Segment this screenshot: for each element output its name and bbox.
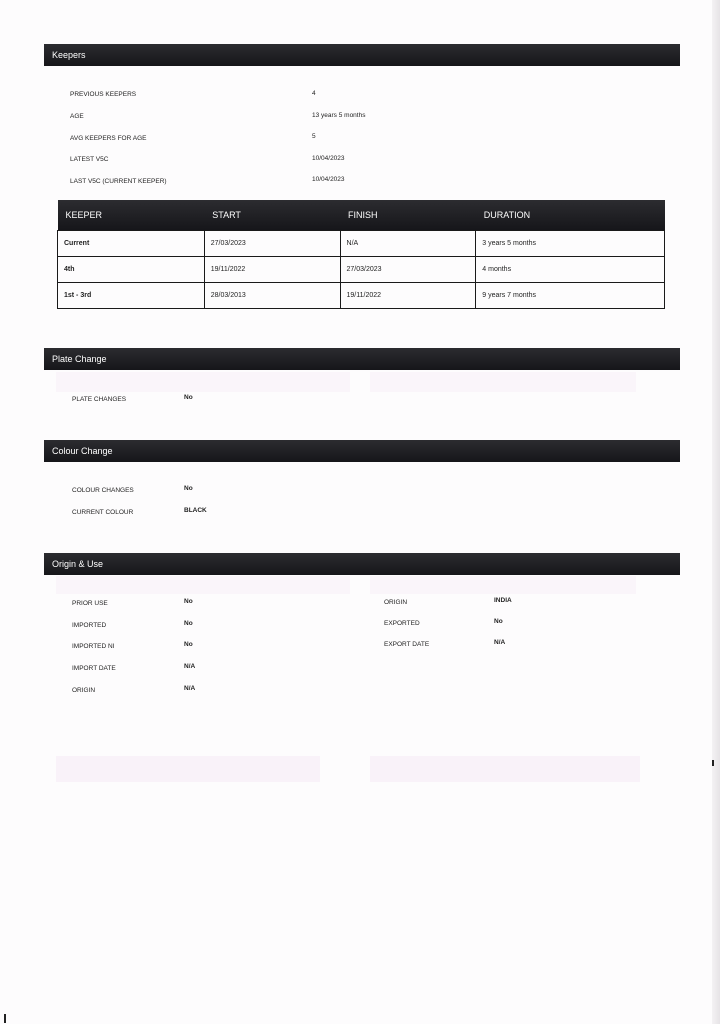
finish-cell: N/A (340, 230, 476, 256)
plate-change-section-header (44, 348, 680, 370)
duration-cell: 4 months (476, 256, 665, 282)
finish-cell: 19/11/2022 (340, 282, 476, 308)
table-row (58, 282, 665, 308)
colour-changes-value: No (184, 485, 193, 492)
age-label: AGE (70, 113, 84, 120)
show-through-mark (56, 756, 320, 782)
last-v5c-value: 10/04/2023 (312, 176, 345, 183)
column-header-finish: FINISH (340, 200, 476, 230)
plate-changes-label: PLATE CHANGES (72, 396, 127, 403)
start-cell: 19/11/2022 (204, 256, 340, 282)
show-through-mark (56, 372, 350, 392)
exported-label: EXPORTED (384, 620, 420, 627)
start-cell: 27/03/2023 (204, 230, 340, 256)
origin-left-value: N/A (184, 685, 196, 692)
export-date-label: EXPORT DATE (384, 641, 430, 648)
keepers-section-header (44, 44, 680, 66)
table-header-row (58, 200, 665, 230)
scan-mark (712, 760, 714, 766)
last-v5c-label: LAST V5C (CURRENT KEEPER) (70, 178, 167, 185)
duration-cell: 3 years 5 months (476, 230, 665, 256)
section-title: Plate Change (52, 354, 107, 364)
column-header-duration: DURATION (476, 200, 665, 230)
section-title: Colour Change (52, 446, 113, 456)
show-through-mark (370, 372, 636, 392)
show-through-mark (56, 576, 350, 594)
show-through-mark (370, 756, 640, 782)
page-edge (712, 0, 720, 1024)
colour-changes-label: COLOUR CHANGES (72, 487, 134, 494)
previous-keepers-label: PREVIOUS KEEPERS (70, 91, 137, 98)
column-header-start: START (204, 200, 340, 230)
latest-v5c-value: 10/04/2023 (312, 155, 345, 162)
avg-keepers-value: 5 (312, 133, 316, 140)
imported-ni-label: IMPORTED NI (72, 643, 115, 650)
export-date-value: N/A (494, 639, 506, 646)
exported-value: No (494, 618, 503, 625)
start-cell: 28/03/2013 (204, 282, 340, 308)
colour-change-section-header (44, 440, 680, 462)
show-through-mark (370, 576, 636, 594)
latest-v5c-label: LATEST V5C (70, 156, 109, 163)
prior-use-value: No (184, 598, 193, 605)
prior-use-label: PRIOR USE (72, 600, 108, 607)
imported-ni-value: No (184, 641, 193, 648)
keeper-cell: 1st - 3rd (58, 282, 205, 308)
column-header-keeper: KEEPER (58, 200, 205, 230)
finish-cell: 27/03/2023 (340, 256, 476, 282)
duration-cell: 9 years 7 months (476, 282, 665, 308)
current-colour-label: CURRENT COLOUR (72, 509, 134, 516)
section-title: Origin & Use (52, 559, 104, 569)
origin-use-section-header (44, 553, 680, 575)
previous-keepers-value: 4 (312, 90, 316, 97)
table-row (58, 230, 665, 256)
import-date-value: N/A (184, 663, 196, 670)
section-title: Keepers (52, 50, 86, 60)
avg-keepers-label: AVG KEEPERS FOR AGE (70, 135, 147, 142)
imported-label: IMPORTED (72, 622, 107, 629)
table-row (58, 256, 665, 282)
keepers-table (57, 200, 665, 309)
origin-right-label: ORIGIN (384, 599, 408, 606)
keeper-cell: 4th (58, 256, 205, 282)
age-value: 13 years 5 months (312, 112, 366, 119)
plate-changes-value: No (184, 394, 193, 401)
origin-right-value: INDIA (494, 597, 512, 604)
keeper-cell: Current (58, 230, 205, 256)
imported-value: No (184, 620, 193, 627)
scan-mark (4, 1014, 6, 1023)
origin-left-label: ORIGIN (72, 687, 96, 694)
current-colour-value: BLACK (184, 507, 207, 514)
import-date-label: IMPORT DATE (72, 665, 116, 672)
